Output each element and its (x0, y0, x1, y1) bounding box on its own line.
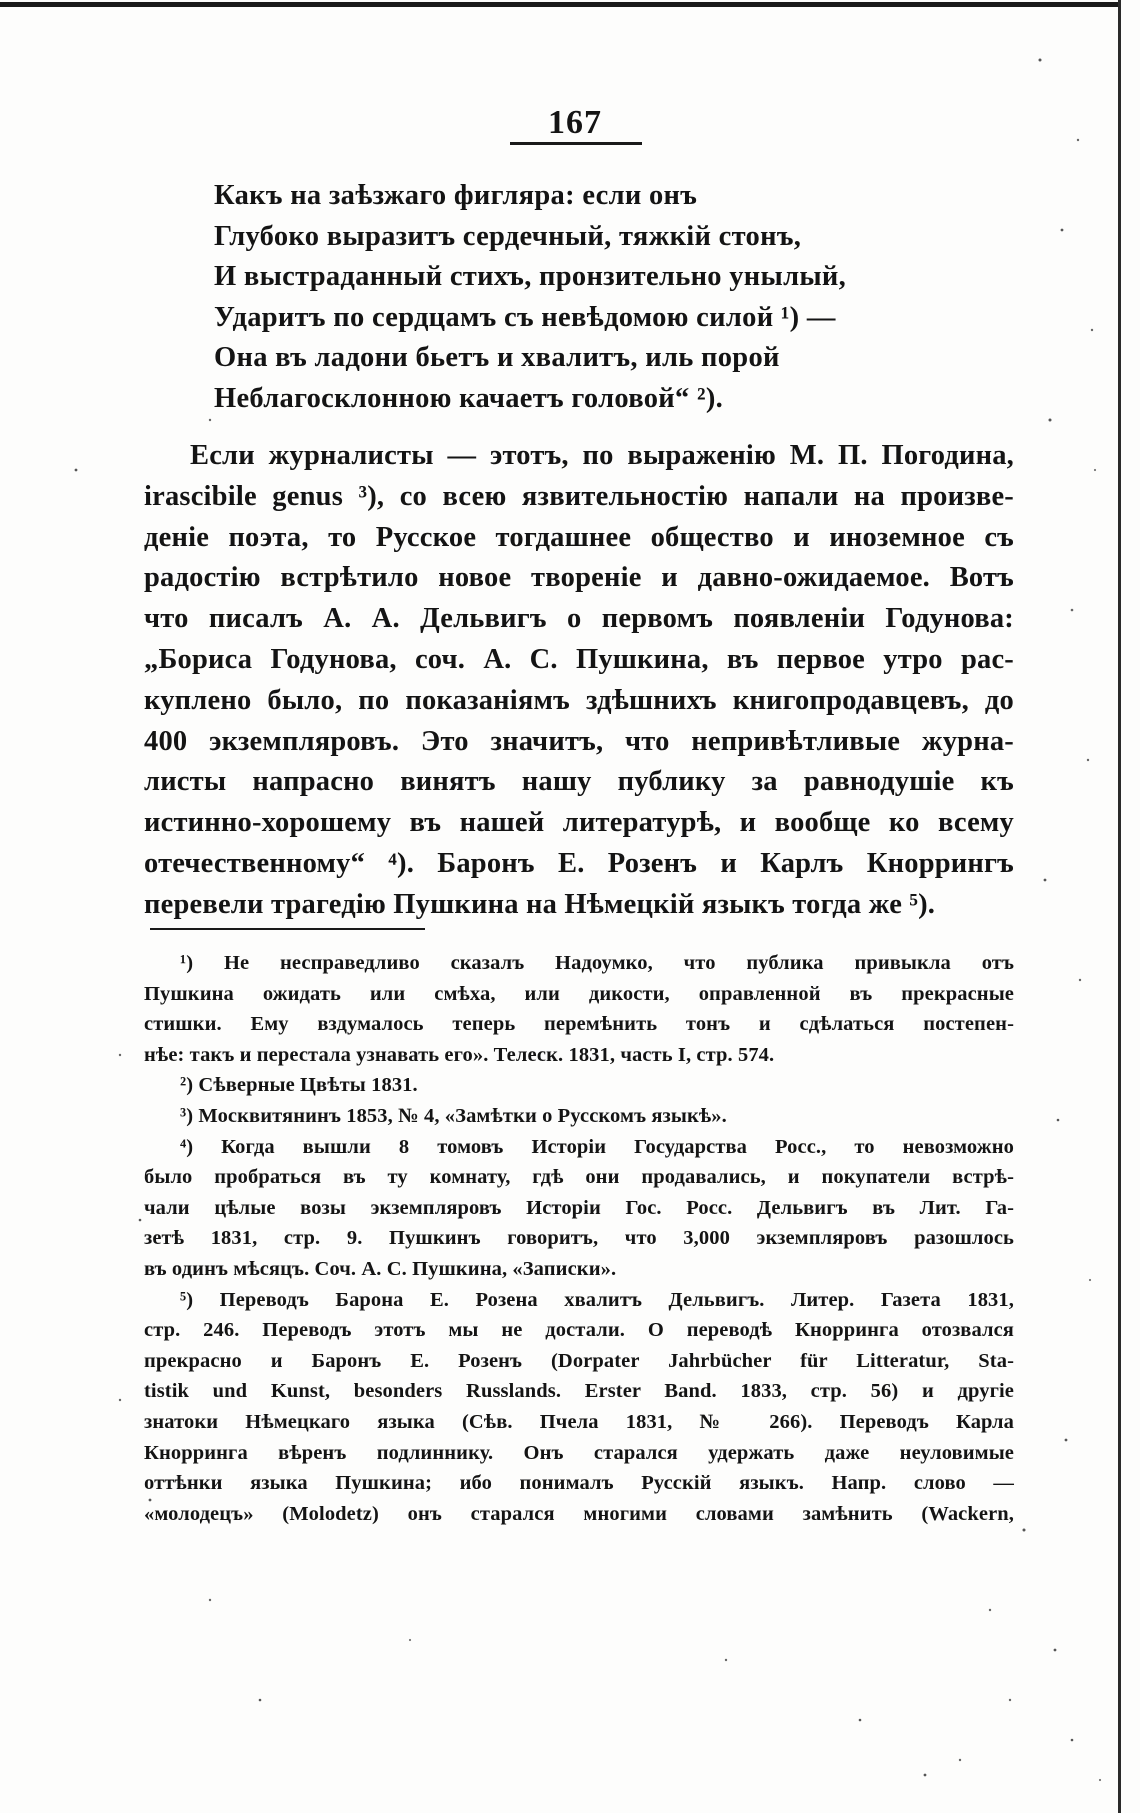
footnote-line: было пробраться въ ту комнату, гдѣ они продавались, и покупатели встрѣ- (144, 1166, 1014, 1189)
poem-line: Она въ ладони бьетъ и хвалитъ, иль порой (214, 342, 780, 373)
main-paragraph (144, 436, 1014, 926)
poem-quotation (214, 176, 1014, 419)
footnote-line: стр. 246. Переводъ этотъ мы не достали. О переводѣ Кнорринга отозвался (144, 1319, 1014, 1342)
text-line: куплено было, по показаніямъ здѣшнихъ книгопродавцевъ, до (144, 684, 1014, 716)
text-line: листы напрасно винятъ нашу публику за равнодушіе къ (144, 766, 1014, 798)
poem-line: Глубоко выразитъ сердечный, тяжкій стонъ, (214, 220, 802, 252)
page-number: 167 (548, 104, 602, 141)
footnote-line: Кнорринга вѣренъ подлиннику. Онъ старался удержать даже неуловимые (144, 1441, 1014, 1464)
footnote-line: ⁴) Когда вышли 8 томовъ Исторіи Государства Росс., то невозможно (180, 1135, 1014, 1158)
footnote-line: ⁵) Переводъ Барона Е. Розена хвалитъ Дельвигъ. Литер. Газета 1831, (180, 1288, 1014, 1311)
footnote-separator (150, 928, 425, 930)
footnote-line: въ одинъ мѣсяцъ. Соч. А. С. Пушкина, «Записки». (144, 1257, 617, 1280)
page-number-underline (510, 142, 642, 145)
poem-line: Ударитъ по сердцамъ съ невѣдомою силой ¹) — (214, 301, 836, 333)
text-line: истинно-хорошему въ нашей литературѣ, и вообще ко всему (144, 807, 1014, 839)
footnotes (144, 948, 1014, 1529)
footnote-line: прекрасно и Баронъ Е. Розенъ (Dorpater Jahrbücher für Litteratur, Sta- (144, 1349, 1014, 1372)
text-line: деніе поэта, то Русское тогдашнее общество и иноземное съ (144, 521, 1014, 553)
poem-line: Неблагосклонною качаетъ головой“ ²). (214, 382, 724, 414)
footnote-line: нѣе: такъ и перестала узнавать его». Телеск. 1831, часть I, стр. 574. (144, 1043, 775, 1066)
footnote-line: стишки. Ему вздумалось теперь перемѣнить тонъ и сдѣлаться постепен- (144, 1013, 1014, 1036)
text-line: отечественному“ ⁴). Баронъ Е. Розенъ и Карлъ Кноррингъ (144, 847, 1014, 879)
text-line: „Бориса Годунова, соч. А. С. Пушкина, въ первое утро рас- (144, 643, 1014, 675)
text-line: irascibile genus ³), со всею язвительностію напали на произве- (144, 480, 1014, 512)
footnote-line: ¹) Не несправедливо сказалъ Надоумко, что публика привыкла отъ (180, 952, 1014, 974)
footnote-line: ²) Сѣверные Цвѣты 1831. (180, 1074, 418, 1097)
poem-line: И выстраданный стихъ, пронзительно унылый, (214, 261, 847, 292)
text-line: перевели трагедію Пушкина на Нѣмецкій языкъ тогда же ⁵). (144, 888, 936, 920)
footnote-line: чали цѣлые возы экземпляровъ Исторіи Гос. Росс. Дельвигъ въ Лит. Га- (144, 1196, 1014, 1219)
footnote-line: tistik und Kunst, besonders Russlands. Erster Band. 1833, стр. 56) и другіе (144, 1380, 1014, 1403)
text-line: радостію встрѣтило новое твореніе и давно-ожидаемое. Вотъ (144, 562, 1014, 594)
text-line: что писалъ А. А. Дельвигъ о первомъ появленіи Годунова: (144, 603, 1014, 635)
footnote-line: зетѣ 1831, стр. 9. Пушкинъ говоритъ, что 3,000 экземпляровъ разошлось (144, 1227, 1014, 1250)
footnote-line: Пушкина ожидать или смѣха, или дикости, оправленной въ прекрасные (144, 982, 1014, 1005)
text-line: 400 экземпляровъ. Это значитъ, что непривѣтливые журна- (144, 725, 1014, 757)
text-line: Если журналисты — этотъ, по выраженію М. П. Погодина, (190, 440, 1014, 471)
footnote-line: ³) Москвитянинъ 1853, № 4, «Замѣтки о Русскомъ языкѣ». (180, 1104, 727, 1127)
footnote-line: «молодецъ» (Molodetz) онъ старался многими словами замѣнить (Wackern, (144, 1502, 1014, 1525)
poem-line: Какъ на заѣзжаго фигляра: если онъ (214, 180, 698, 211)
footnote-line: знатоки Нѣмецкаго языка (Сѣв. Пчела 1831, № 266). Переводъ Карла (144, 1410, 1014, 1433)
footnote-line: оттѣнки языка Пушкина; ибо понималъ Русскій языкъ. Напр. слово — (144, 1472, 1014, 1495)
